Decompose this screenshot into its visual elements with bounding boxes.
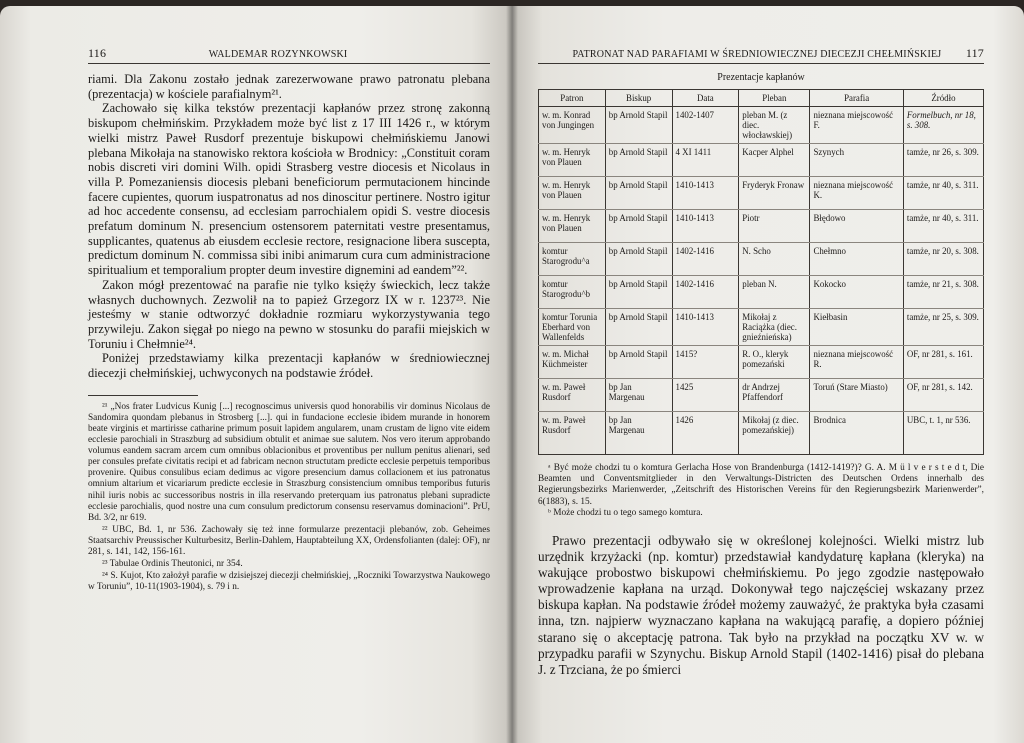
table-cell: nieznana miejscowość F. xyxy=(810,107,903,144)
presentations-table xyxy=(538,89,984,455)
table-cell: dr Andrzej Pfaffendorf xyxy=(739,379,810,412)
table-caption: Prezentacje kapłanów xyxy=(717,72,805,83)
table-cell: OF, nr 281, s. 142. xyxy=(903,379,983,412)
table-row xyxy=(539,107,984,144)
table-cell: Formelbuch, nr 18, s. 308. xyxy=(903,107,983,144)
table-cell: w. m. Konrad von Jungingen xyxy=(539,107,606,144)
footnote: ²⁴ S. Kujot, Kto założył parafie w dzisiejszej diecezji chełmińskiej, „Roczniki Towarzystwa Naukowego w Toruniu”, 10-11(1903-1904), s. 79 i n. xyxy=(88,571,490,593)
table-cell: tamże, nr 21, s. 308. xyxy=(903,276,983,309)
table-cell: w. m. Paweł Rusdorf xyxy=(539,412,606,455)
table-cell: Mikołaj z Raciążka (diec. gnieźnieńska) xyxy=(739,309,810,346)
left-page xyxy=(0,6,512,743)
table-cell: komtur Starogrodu^b xyxy=(539,276,606,309)
left-body-text xyxy=(88,72,490,381)
footnote: ²² UBC, Bd. 1, nr 536. Zachowały się też inne formularze prezentacji plebanów, zob. Geheimes Staatsarchiv Preussischer Kulturbesitz, Berlin-Dahlem, Hauptabteilung XX, Ordensfolianten (dalej: OF), nr 281, s. 141, 142, 156-161. xyxy=(88,524,490,557)
table-cell: R. O., kleryk pomezański xyxy=(739,346,810,379)
table-cell: bp Arnold Stapil xyxy=(605,346,672,379)
table-note: ᵇ Może chodzi tu o tego samego komtura. xyxy=(548,507,703,518)
table-cell: bp Arnold Stapil xyxy=(605,210,672,243)
paragraph: riami. Dla Zakonu zostało jednak zarezerwowane prawo patronatu plebana (prezentacja) w kościele parafialnym²¹. xyxy=(88,72,490,101)
table-cell: 4 XI 1411 xyxy=(672,144,739,177)
table-cell: 1410-1413 xyxy=(672,177,739,210)
table-row xyxy=(539,144,984,177)
column-header: Biskup xyxy=(605,90,672,107)
table-row xyxy=(539,177,984,210)
table-row xyxy=(539,412,984,455)
table-row xyxy=(539,243,984,276)
table-row xyxy=(539,210,984,243)
column-header: Patron xyxy=(539,90,606,107)
table-cell: tamże, nr 20, s. 308. xyxy=(903,243,983,276)
book-gutter xyxy=(506,6,518,743)
footnote: ²³ Tabulae Ordinis Theutonici, nr 354. xyxy=(102,559,243,570)
table-cell: bp Arnold Stapil xyxy=(605,309,672,346)
table-cell: Chełmno xyxy=(810,243,903,276)
paragraph: Zakon mógł prezentować na parafie nie tylko księży świeckich, lecz także własnych duchownych. Zezwolił na to papież Grzegorz IX w r. 1237²³. Nie jesteśmy w stanie odtworzyć dokładnie rozmiaru wykorzystywania tego przywileju. Zakon sięgał po niego na pewno w stosunku do parafii miejskich w Toruniu i Chełmnie²⁴. xyxy=(88,277,490,351)
table-note: ᵃ Być może chodzi tu o komtura Gerlacha Hose von Brandenburga (1412-1419?)? G. A. M ü l v e r s t e d t, Die Beamten und Conventsmitglieder in den Verwaltungs-Districten des Deutschen Ordens innerhalb des Regierungsbezirks Marienwerder, „Zeitschrift des Historischen Vereins für den Regierungsbezirk Marienwerder”, 6(1883), s. 15. xyxy=(538,463,984,507)
table-cell: Kiełbasin xyxy=(810,309,903,346)
table-body xyxy=(539,107,984,455)
footnote: ²¹ „Nos frater Ludvicus Kunig [...] recognoscimus universis quod honorabilis vir dominus Nicolaus de Sandomira quondam plebanus in Strosberg [...]. qui in fundacione ecclesie ibidem murande in honorem beate virginis et martirisse catharine primum posuit lapidem angularem, unam crustam de ligno vite eidem ecclesie parochiali in Straszburg ad subsidium obtulit et animae sue salutem. Nos vero iterum approbando volumus eandem sacram arcem cum omnibus oblacionibus et proventibus per nullum penitus alienari, sed per consules prefate civitatis recipi et ad fabricam necnon structutam predicte ecclesie perpetuis temporibus provenire. Quibus consulibus eciam dedimus ac vigore presencium damus collacionem et ius patronatus omnium altarium et vicariarum predicte ecclesie in Straszburg consistencium omnibus temporibus futuris nihil iuris nobis ac successoribus nostris in illa reservando preterquam ius patronatus plebani supradicte ecclesie parochialis, quod nostre una cum consulum predictorum consensu reservamus dominacioni”. PrU, Bd. 3/2, nr 619. xyxy=(88,401,490,523)
table-cell: 1410-1413 xyxy=(672,309,739,346)
table-cell: nieznana miejscowość K. xyxy=(810,177,903,210)
table-header-row xyxy=(539,90,984,107)
table-cell: Szynych xyxy=(810,144,903,177)
table-cell: bp Arnold Stapil xyxy=(605,144,672,177)
table-cell: tamże, nr 26, s. 309. xyxy=(903,144,983,177)
table-cell: 1402-1416 xyxy=(672,276,739,309)
table-cell: Brodnica xyxy=(810,412,903,455)
table-cell: tamże, nr 25, s. 309. xyxy=(903,309,983,346)
table-cell: bp Arnold Stapil xyxy=(605,276,672,309)
table-cell: 1426 xyxy=(672,412,739,455)
column-header: Parafia xyxy=(810,90,903,107)
table-cell: 1425 xyxy=(672,379,739,412)
table-cell: UBC, t. 1, nr 536. xyxy=(903,412,983,455)
table-cell: komtur Starogrodu^a xyxy=(539,243,606,276)
table-cell: bp Jan Margenau xyxy=(605,379,672,412)
table-row xyxy=(539,379,984,412)
table-cell: pleban N. xyxy=(739,276,810,309)
footnote-rule xyxy=(88,395,198,396)
table-row xyxy=(539,276,984,309)
paragraph: Poniżej przedstawiamy kilka prezentacji kapłanów w średniowiecznej diecezji chełmińskiej, uchwyconych na podstawie źródeł. xyxy=(88,351,490,381)
table-cell: bp Jan Margenau xyxy=(605,412,672,455)
table-cell: Fryderyk Fronaw xyxy=(739,177,810,210)
table-cell: w. m. Paweł Rusdorf xyxy=(539,379,606,412)
table-cell: OF, nr 281, s. 161. xyxy=(903,346,983,379)
table-cell: 1415? xyxy=(672,346,739,379)
page-number-right: 117 xyxy=(965,46,984,60)
running-head-title: PATRONAT NAD PARAFIAMI W ŚREDNIOWIECZNEJ DIECEZJI CHEŁMIŃSKIEJ xyxy=(572,49,942,60)
table-cell: Kokocko xyxy=(810,276,903,309)
table-cell: Piotr xyxy=(739,210,810,243)
column-header: Źródło xyxy=(903,90,983,107)
left-running-head xyxy=(88,46,490,64)
table-row xyxy=(539,309,984,346)
table-cell: Kacper Alphel xyxy=(739,144,810,177)
table-cell: bp Arnold Stapil xyxy=(605,107,672,144)
column-header: Data xyxy=(672,90,739,107)
table-cell: tamże, nr 40, s. 311. xyxy=(903,210,983,243)
left-footnotes xyxy=(88,402,490,594)
table-cell: Toruń (Stare Miasto) xyxy=(810,379,903,412)
paragraph: Zachowało się kilka tekstów prezentacji kapłanów przez stronę zakonną biskupom chełmińskim. Przykładem może być list z 17 III 1426 r., w którym wielki mistrz Paweł Rusdorf prezentuje biskupowi chełmińskiemu Janowi plebana Mikołaja na stanowisko rektora kościoła w Brodnicy: „Constituit coram nobis discreti viri domini Wilh. opidi Strasberg vestre diocesis et Nicolaus in villa P. Pomezaniensis diocesis plebani beneficiorum permutacionem hincinde facere cupientes, quorum iuspatronatus ad nos dinoscitur pertinere. Nostro igitur ad hoc accedente consensu, ad ecclesiam parrochialem opidi S. vestre diocesis prefatum dominum N. presencium ostensorem paternitati vestre presentamus, supplicantes, quatenus ab eiusdem ecclesie rectore, resignacione libera suscepta, predictum dominum N. commissa sibi inibi animarum cura cum administracione spiritualium et temporalium propter deum investire dignemini ad eandem”²². xyxy=(88,101,490,278)
column-header: Pleban xyxy=(739,90,810,107)
table-cell: Mikołaj (z diec. pomezańskiej) xyxy=(739,412,810,455)
right-running-head xyxy=(538,46,984,64)
table-cell: w. m. Henryk von Plauen xyxy=(539,210,606,243)
table-cell: bp Arnold Stapil xyxy=(605,243,672,276)
table-cell: 1410-1413 xyxy=(672,210,739,243)
table-row xyxy=(539,346,984,379)
paragraph: Prawo prezentacji odbywało się w określonej kolejności. Wielki mistrz lub urzędnik krzyżacki (np. komtur) przedstawiał kandydaturę kapłana (kleryka) na wakujące probostwo biskupowi chełmińskiemu. Po jego zgodzie następowało wprowadzenie kapłana na urząd. Dokonywał tego najczęściej wskazany przez biskupa kapłan. Na podstawie źródeł możemy zauważyć, że praktyka była czasami inna, tzn. najpierw wyznaczano kapłana na wakującą parafię, a dopiero później starano się o akceptację patrona. Tak było na przykład na początku XV w. w przypadku parafii w Szynychu. Biskup Arnold Stapil (1402-1416) pisał do plebana J. z Trzciana, że po śmierci xyxy=(538,533,984,677)
table-cell: w. m. Henryk von Plauen xyxy=(539,144,606,177)
table-cell: tamże, nr 40, s. 311. xyxy=(903,177,983,210)
table-cell: nieznana miejscowość R. xyxy=(810,346,903,379)
table-cell: 1402-1407 xyxy=(672,107,739,144)
table-cell: w. m. Michał Küchmeister xyxy=(539,346,606,379)
table-cell: w. m. Henryk von Plauen xyxy=(539,177,606,210)
table-cell: 1402-1416 xyxy=(672,243,739,276)
right-body-text xyxy=(538,533,984,678)
table-cell: pleban M. (z diec. włocławskiej) xyxy=(739,107,810,144)
page-number-left: 116 xyxy=(88,46,107,60)
table-notes xyxy=(538,463,984,519)
running-head-author: WALDEMAR ROZYNKOWSKI xyxy=(208,49,348,60)
table-cell: komtur Torunia Eberhard von Wallenfelds xyxy=(539,309,606,346)
table-cell: bp Arnold Stapil xyxy=(605,177,672,210)
table-cell: Błędowo xyxy=(810,210,903,243)
table-cell: N. Scho xyxy=(739,243,810,276)
right-page xyxy=(512,6,1024,743)
